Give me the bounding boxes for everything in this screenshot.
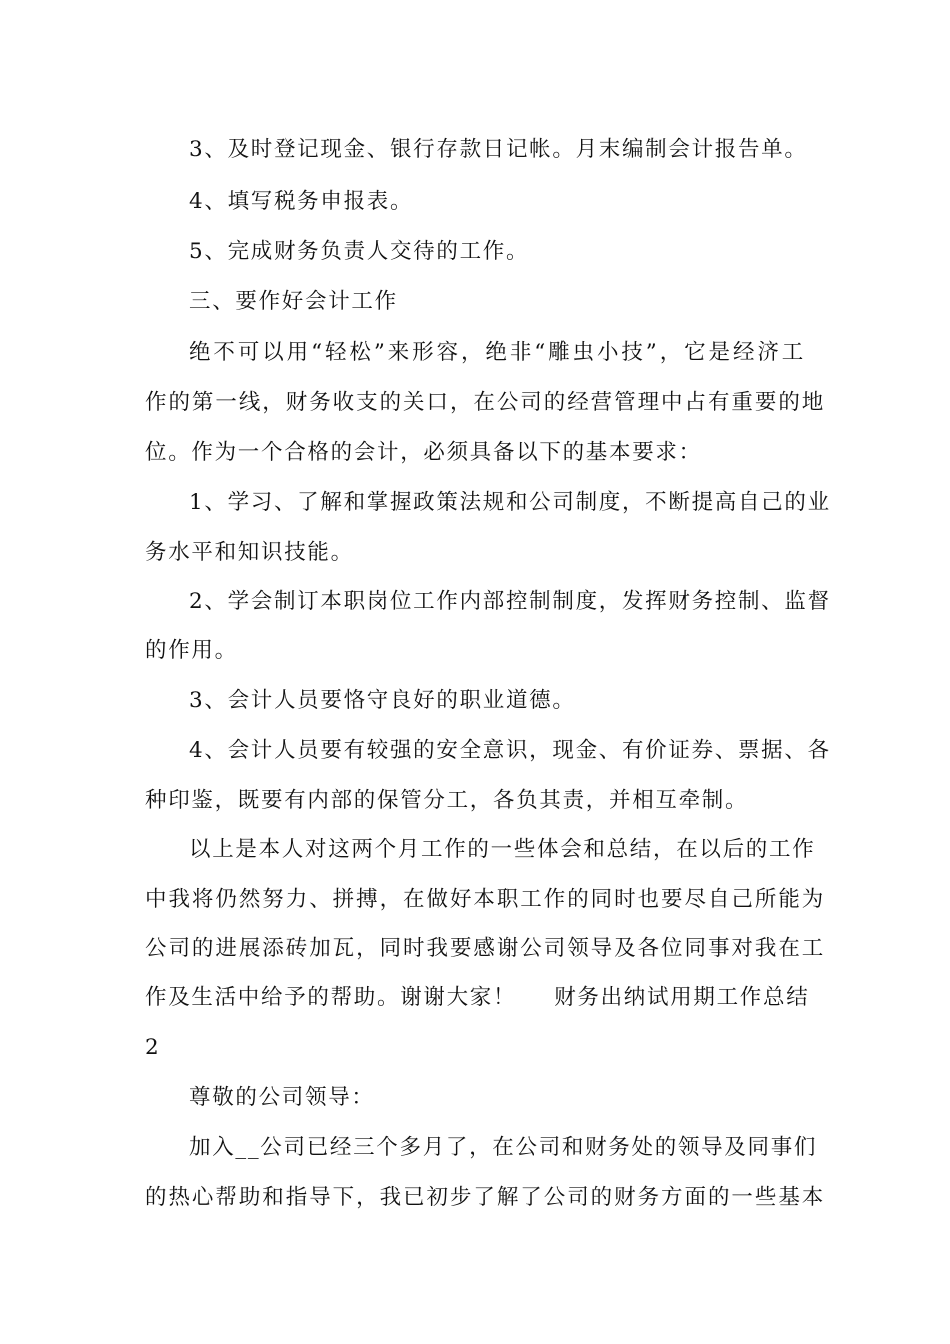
paragraph-line: 3、会计人员要恪守良好的职业道德。 <box>189 688 576 713</box>
paragraph-closing-text: 作及生活中给予的帮助。谢谢大家！ <box>145 985 517 1010</box>
paragraph-line: 绝不可以用“轻松”来形容，绝非“雕虫小技”，它是经济工 <box>189 340 805 365</box>
paragraph-line: 中我将仍然努力、拼搏，在做好本职工作的同时也要尽自己所能为 <box>145 887 825 912</box>
paragraph-line: 以上是本人对这两个月工作的一些体会和总结，在以后的工作 <box>189 837 816 862</box>
paragraph-line: 1、学习、了解和掌握政策法规和公司制度，不断提高自己的业 <box>189 490 831 515</box>
paragraph-line: 的热心帮助和指导下，我已初步了解了公司的财务方面的一些基本 <box>145 1185 825 1210</box>
paragraph-line: 的作用。 <box>145 638 238 663</box>
paragraph-line-with-title <box>145 981 825 1015</box>
paragraph-line: 4、填写税务申报表。 <box>189 189 414 214</box>
document-title: 财务出纳试用期工作总结 <box>554 985 810 1010</box>
paragraph-line: 4、会计人员要有较强的安全意识，现金、有价证券、票据、各 <box>189 738 831 763</box>
paragraph-line: 2、学会制订本职岗位工作内部控制制度，发挥财务控制、监督 <box>189 589 831 614</box>
paragraph-line: 3、及时登记现金、银行存款日记帐。月末编制会计报告单。 <box>189 137 808 162</box>
paragraph-line: 5、完成财务负责人交待的工作。 <box>189 239 530 264</box>
paragraph-line: 公司的进展添砖加瓦，同时我要感谢公司领导及各位同事对我在工 <box>145 936 825 961</box>
section-heading: 三、要作好会计工作 <box>189 289 398 314</box>
paragraph-line: 务水平和知识技能。 <box>145 540 354 565</box>
document-title-number: 2 <box>145 1035 161 1060</box>
salutation: 尊敬的公司领导： <box>189 1085 375 1110</box>
paragraph-line: 作的第一线，财务收支的关口，在公司的经营管理中占有重要的地 <box>145 390 825 415</box>
paragraph-line: 种印鉴，既要有内部的保管分工，各负其责，并相互牵制。 <box>145 788 749 813</box>
paragraph-line: 位。作为一个合格的会计，必须具备以下的基本要求： <box>145 440 702 465</box>
paragraph-line: 加入__公司已经三个多月了，在公司和财务处的领导及同事们 <box>189 1135 818 1160</box>
